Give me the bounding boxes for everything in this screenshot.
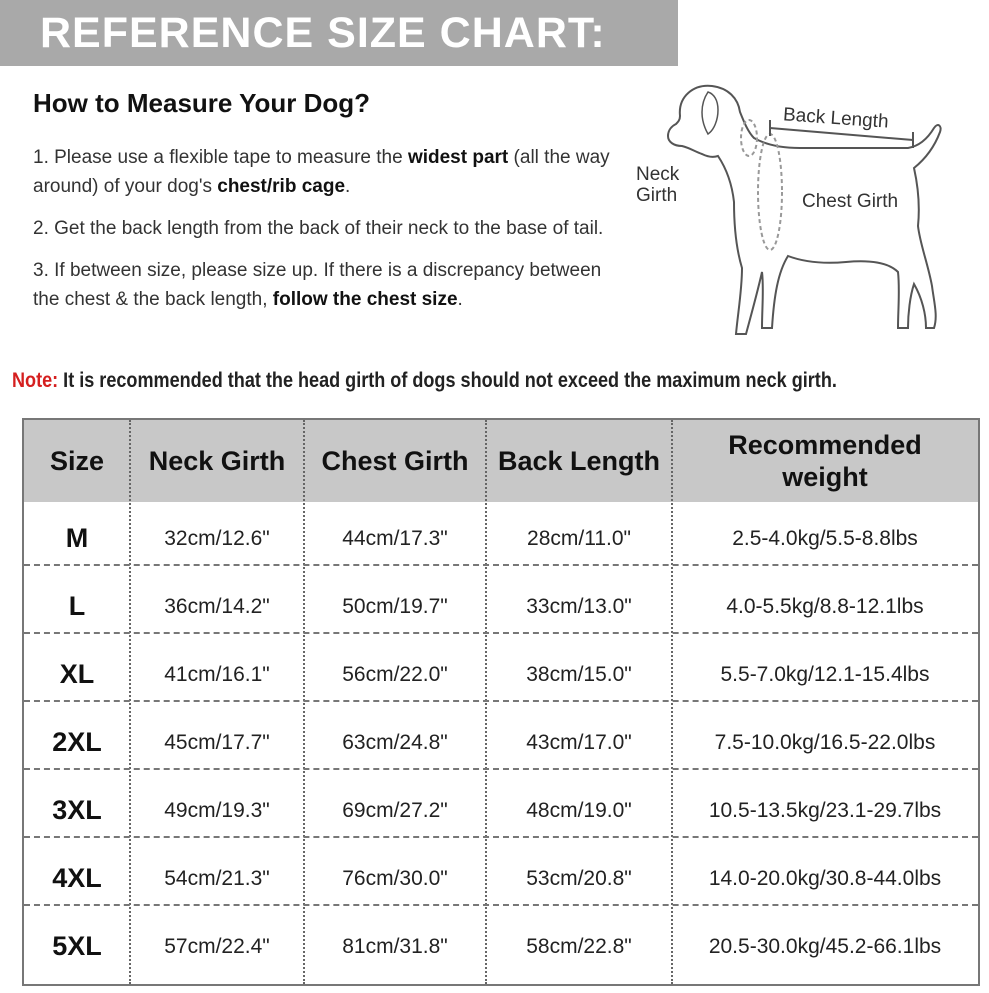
table-row [24,844,978,913]
header-back-length: Back Length [497,446,661,476]
back-length-cell: 53cm/20.8" [526,866,632,890]
neck-girth-cell: 41cm/16.1" [164,662,270,686]
back-length-cell: 28cm/11.0" [527,526,631,550]
table-row [24,912,978,981]
back-length-cell: 33cm/13.0" [526,594,632,618]
back-length-cell: 58cm/22.8" [526,934,632,958]
neck-girth-label: Neck Girth [636,164,680,206]
title-banner [0,0,678,66]
neck-girth-cell: 57cm/22.4" [164,934,270,958]
step-2: 2. Get the back length from the back of their neck to the base of tail. [33,218,604,239]
size-cell: 4XL [52,863,102,893]
step-3: 3. If between size, please size up. If there is a discrepancy between the chest & the back length, follow the chest size. [33,260,602,310]
header-chest-girth: Chest Girth [321,446,469,476]
chest-girth-cell: 56cm/22.0" [342,662,448,686]
neck-girth-cell: 45cm/17.7" [164,730,270,754]
chest-girth-cell: 44cm/17.3" [342,526,448,550]
back-length-cell: 43cm/17.0" [526,730,632,754]
header-neck-girth: Neck Girth [148,446,286,476]
weight-cell: 20.5-30.0kg/45.2-66.1lbs [708,934,942,958]
table-row [24,572,978,641]
weight-cell: 7.5-10.0kg/16.5-22.0lbs [714,730,936,754]
back-length-cell: 48cm/19.0" [526,798,632,822]
row-divider [24,632,978,634]
size-cell: XL [59,659,95,689]
size-cell: L [68,591,86,621]
row-divider [24,768,978,770]
dog-measurement-diagram [628,76,968,358]
size-cell: 3XL [52,795,102,825]
size-cell: 5XL [52,931,102,961]
instructions [33,143,623,327]
table-row [24,708,978,777]
back-length-label: Back Length [782,104,890,133]
note-label: Note: [12,369,59,392]
table-row [24,640,978,709]
row-divider [24,904,978,906]
size-cell: 2XL [52,727,102,757]
header-recommended-weight: Recommended weight [728,430,922,492]
chest-girth-cell: 81cm/31.8" [342,934,448,958]
size-cell: M [65,523,89,553]
weight-cell: 4.0-5.5kg/8.8-12.1lbs [726,594,924,618]
row-divider [24,836,978,838]
weight-cell: 14.0-20.0kg/30.8-44.0lbs [708,866,942,890]
table-row [24,504,978,573]
row-divider [24,700,978,702]
back-length-cell: 38cm/15.0" [526,662,632,686]
row-divider [24,564,978,566]
size-table [22,418,980,986]
neck-girth-cell: 36cm/14.2" [164,594,270,618]
chest-girth-cell: 50cm/19.7" [342,594,448,618]
weight-cell: 10.5-13.5kg/23.1-29.7lbs [708,798,942,822]
table-row [24,776,978,845]
section-heading: How to Measure Your Dog? [33,88,371,118]
chest-girth-cell: 76cm/30.0" [342,866,448,890]
neck-girth-cell: 54cm/21.3" [164,866,270,890]
note [12,369,837,393]
weight-cell: 2.5-4.0kg/5.5-8.8lbs [732,526,918,550]
weight-cell: 5.5-7.0kg/12.1-15.4lbs [720,662,930,686]
header-size: Size [49,446,105,476]
chest-girth-cell: 69cm/27.2" [342,798,448,822]
note-text: It is recommended that the head girth of dogs should not exceed the maximum neck girth. [58,369,837,392]
chest-girth-label: Chest Girth [802,191,899,212]
neck-girth-cell: 32cm/12.6" [164,526,270,550]
table-header [24,420,978,502]
chest-girth-cell: 63cm/24.8" [342,730,448,754]
neck-girth-cell: 49cm/19.3" [164,798,270,822]
step-1: 1. Please use a flexible tape to measure the widest part (all the way around) of your dog's chest/rib cage. [33,147,610,197]
page-title: REFERENCE SIZE CHART: [40,9,606,57]
